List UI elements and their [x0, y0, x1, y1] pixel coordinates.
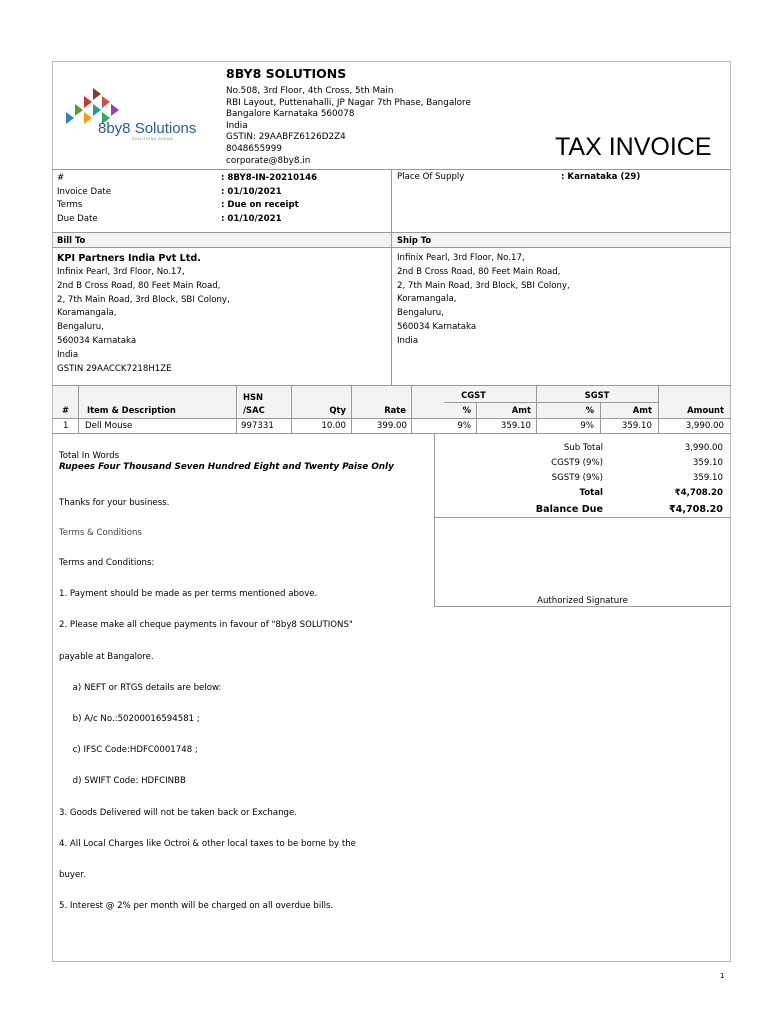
place-of-supply-value: : Karnataka (29): [561, 172, 641, 182]
invoice-meta-labels: [57, 172, 111, 226]
total-value: ₹4,708.20: [674, 488, 723, 498]
bill-to-line: 2, 7th Main Road, 3rd Block, SBI Colony,: [57, 294, 230, 305]
row-cgst-amt: 359.10: [500, 421, 531, 431]
invoice-number-value: : 8BY8-IN-20210146: [221, 173, 318, 183]
bill-to-name: KPI Partners India Pvt Ltd.: [57, 253, 201, 264]
terms-line: 1. Payment should be made as per terms mentioned above.: [59, 589, 318, 600]
terms-line: d) SWIFT Code: HDFCINBB: [59, 776, 186, 787]
total-label: Total: [579, 488, 603, 498]
row-amount: 3,990.00: [685, 421, 724, 431]
col-sgst-pct-header: %: [585, 405, 594, 415]
due-date-label: Due Date: [57, 213, 98, 224]
bill-to-line: 560034 Karnataka: [57, 335, 137, 346]
ship-to-address: [397, 252, 570, 349]
subtotal-label: Sub Total: [563, 443, 603, 453]
authorized-signature: Authorized Signature: [537, 596, 628, 606]
col-cgst-amt-header: Amt: [511, 405, 531, 415]
terms-line: 3. Goods Delivered will not be taken back or Exchange.: [59, 807, 298, 818]
terms-line: b) A/c No.:50200016594581 ;: [59, 714, 200, 725]
col-sgst-header: SGST: [584, 390, 610, 400]
terms-value: : Due on receipt: [221, 200, 299, 210]
ship-to-line: Infinix Pearl, 3rd Floor, No.17,: [397, 253, 525, 263]
total-in-words-value: Rupees Four Thousand Seven Hundred Eight and Twenty Paise Only: [59, 462, 394, 472]
invoice-meta-values: [221, 172, 317, 226]
row-rate: 399.00: [376, 421, 407, 431]
ship-to-line: India: [397, 335, 419, 346]
doc-title: TAX INVOICE: [555, 133, 712, 161]
bill-to-line: 2nd B Cross Road, 80 Feet Main Road,: [57, 280, 221, 291]
ship-to-line: 560034 Karnataka: [397, 321, 477, 332]
company-phone: 8048655999: [226, 143, 282, 154]
bill-to-line: India: [57, 349, 79, 360]
sgst-total-label: SGST9 (9%): [551, 473, 603, 483]
bill-to-header: Bill To: [57, 235, 86, 245]
col-rate-header: Rate: [384, 405, 406, 415]
ship-to-line: 2, 7th Main Road, 3rd Block, SBI Colony,: [397, 280, 570, 291]
col-item-header: Item & Description: [87, 405, 176, 415]
terms-line: Terms and Conditions:: [59, 558, 155, 568]
terms-line: payable at Bangalore.: [59, 651, 154, 662]
row-num: 1: [63, 421, 69, 431]
logo-text: 8by8 Solutions: [98, 120, 197, 137]
invoice-date-label: Invoice Date: [57, 186, 111, 197]
invoice-number-label: #: [57, 173, 65, 183]
terms-line: 2. Please make all cheque payments in favour of "8by8 SOLUTIONS": [59, 620, 353, 631]
balance-due-value: ₹4,708.20: [668, 504, 723, 515]
col-num-header: #: [62, 405, 70, 415]
bill-to-line: Bengaluru,: [57, 322, 104, 333]
row-sgst-amt: 359.10: [621, 421, 652, 431]
row-cgst-pct: 9%: [457, 421, 471, 431]
ship-to-line: Bengaluru,: [397, 308, 444, 319]
company-address-line: RBI Layout, Puttenahalli, JP Nagar 7th Phase, Bangalore: [226, 97, 471, 108]
company-email: corporate@8by8.in: [226, 155, 311, 166]
col-amount-header: Amount: [687, 405, 724, 415]
terms-line: c) IFSC Code:HDFC0001748 ;: [59, 745, 198, 756]
invoice-date-value: : 01/10/2021: [221, 186, 282, 197]
terms-line: 4. All Local Charges like Octroi & other local taxes to be borne by the: [59, 838, 356, 849]
terms-line: a) NEFT or RTGS details are below:: [59, 682, 222, 693]
company-name: 8BY8 SOLUTIONS: [226, 66, 347, 81]
ship-to-header: Ship To: [397, 235, 432, 245]
cgst-total-value: 359.10: [692, 458, 723, 468]
row-qty: 10.00: [321, 421, 346, 431]
col-qty-header: Qty: [329, 405, 346, 415]
cgst-total-label: CGST9 (9%): [551, 458, 603, 468]
page-number: 1: [720, 972, 725, 980]
totals-values: [620, 441, 723, 517]
terms-line: 5. Interest @ 2% per month will be charged on all overdue bills.: [59, 901, 334, 912]
balance-due-label: Balance Due: [535, 504, 603, 515]
subtotal-value: 3,990.00: [684, 443, 723, 453]
company-address: [226, 86, 471, 167]
terms-list: [59, 538, 356, 922]
terms-line: buyer.: [59, 870, 86, 881]
row-hsn: 997331: [241, 421, 274, 431]
company-address-line: Bangalore Karnataka 560078: [226, 109, 355, 120]
terms-label: Terms: [57, 200, 83, 210]
col-cgst-pct-header: %: [462, 405, 471, 415]
logo-tagline: SOLUTIONS AHEAD: [132, 137, 174, 141]
bill-to-line: Infinix Pearl, 3rd Floor, No.17,: [57, 267, 185, 277]
company-gstin: GSTIN: 29AABFZ6126D2Z4: [226, 132, 346, 143]
place-of-supply-label: Place Of Supply: [397, 172, 465, 182]
row-item: Dell Mouse: [85, 421, 133, 431]
due-date-value: : 01/10/2021: [221, 213, 282, 224]
row-sgst-pct: 9%: [580, 421, 594, 431]
total-in-words-label: Total In Words: [59, 451, 120, 461]
bill-to-gstin: GSTIN 29AACCK7218H1ZE: [57, 363, 172, 374]
col-hsn-header: HSN: [243, 392, 264, 402]
totals-labels: [440, 441, 603, 517]
ship-to-line: 2nd B Cross Road, 80 Feet Main Road,: [397, 266, 561, 277]
col-sgst-amt-header: Amt: [632, 405, 652, 415]
bill-to-address: [57, 266, 230, 376]
company-address-line: No.508, 3rd Floor, 4th Cross, 5th Main: [226, 86, 394, 96]
company-logo: [60, 86, 210, 142]
bill-to-line: Koramangala,: [57, 308, 117, 319]
thanks-note: Thanks for your business.: [59, 498, 170, 508]
ship-to-line: Koramangala,: [397, 294, 457, 305]
col-sac-header: /SAC: [243, 405, 265, 415]
terms-heading: Terms & Conditions: [59, 528, 142, 538]
col-cgst-header: CGST: [461, 390, 486, 400]
company-address-line: India: [226, 120, 248, 131]
sgst-total-value: 359.10: [692, 473, 723, 483]
